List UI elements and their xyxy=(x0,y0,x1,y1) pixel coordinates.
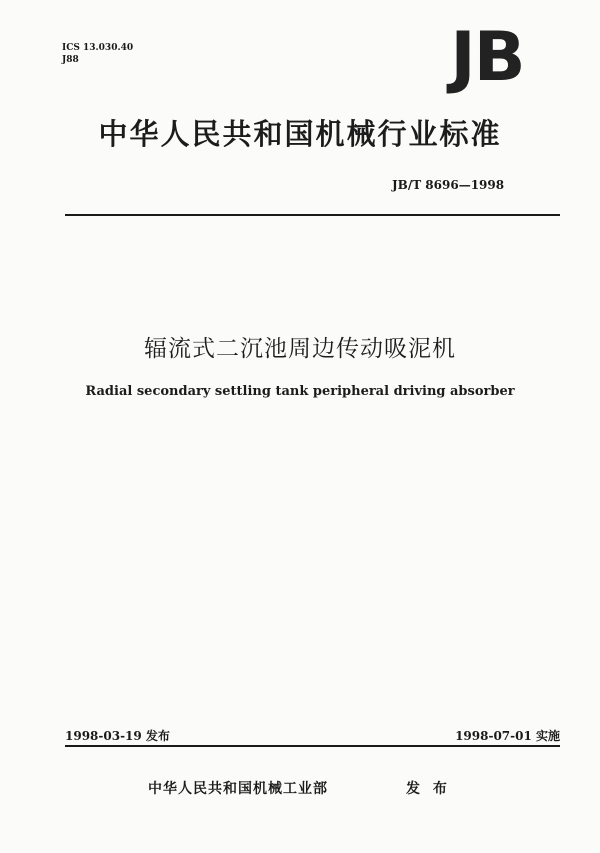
publisher: 中华人民共和国机械工业部 xyxy=(148,781,328,797)
classification-code: J88 xyxy=(62,55,79,65)
org-title: 中华人民共和国机械行业标准 xyxy=(98,117,502,151)
jb-logo: JB xyxy=(450,18,524,97)
top-divider xyxy=(65,214,560,216)
publish-label: 发 布 xyxy=(406,781,447,797)
issue-date: 1998-03-19 发布 xyxy=(65,729,170,743)
bottom-divider xyxy=(65,745,560,747)
ics-code: ICS 13.030.40 xyxy=(62,43,134,53)
implement-date: 1998-07-01 实施 xyxy=(455,729,560,743)
document-title-cn: 辐流式二沉池周边传动吸泥机 xyxy=(144,336,456,362)
document-title-en: Radial secondary settling tank peripheral driving absorber xyxy=(85,384,515,399)
standard-number: JB/T 8696—1998 xyxy=(392,178,505,192)
